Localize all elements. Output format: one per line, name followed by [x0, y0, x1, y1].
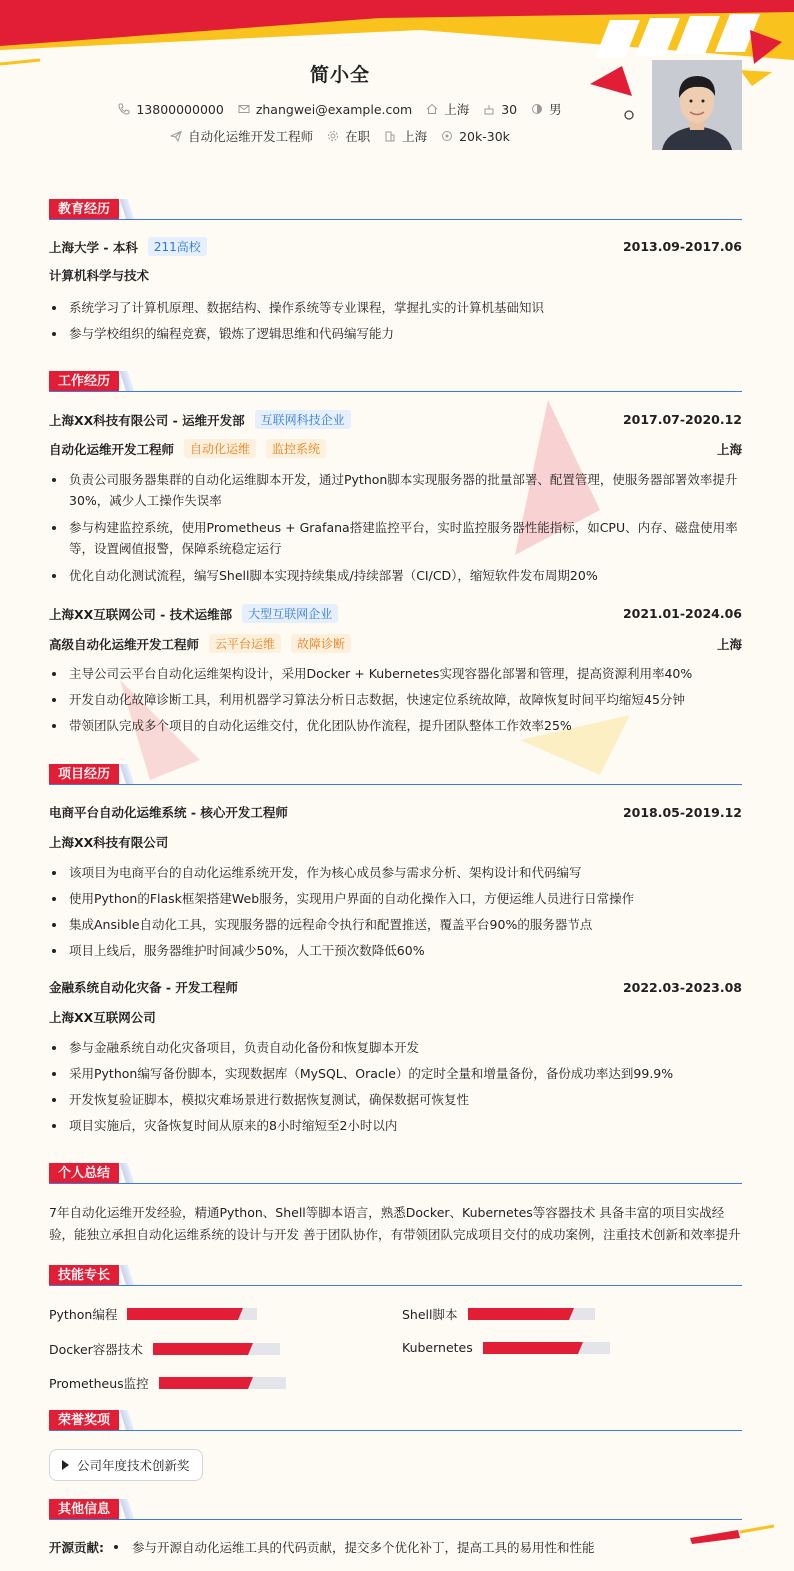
- section-title: 其他信息: [49, 1499, 119, 1520]
- title-tail: [120, 1499, 135, 1520]
- project-org-row: [49, 833, 742, 851]
- work-city-text: 上海: [402, 129, 428, 144]
- section-title: 工作经历: [49, 371, 119, 392]
- job-header: [49, 410, 742, 429]
- phone-info: [118, 102, 223, 117]
- skill-name: Python编程: [49, 1307, 118, 1322]
- building-icon: [384, 130, 396, 142]
- role-title: 高级自动化运维开发工程师: [49, 636, 200, 652]
- role-row: [49, 634, 742, 653]
- phone-text: 13800000000: [136, 101, 224, 117]
- project-org-row: [49, 1008, 742, 1026]
- skill-name: Shell脚本: [402, 1307, 458, 1322]
- mail-icon: [238, 103, 250, 115]
- award-item[interactable]: [49, 1449, 203, 1481]
- list-item: 参与构建监控系统，使用Prometheus + Grafana搭建监控平台，实时监控服务器性能指标，如CPU、内存、磁盘使用率等，设置阈值报警，保障系统稳定运行: [49, 517, 742, 559]
- title-tail: [120, 199, 135, 220]
- section-skills: [49, 1265, 742, 1287]
- list-item: 采用Python编写备份脚本，实现数据库（MySQL、Oracle）的定时全量和增量备份，备份成功率达到99.9%: [49, 1063, 742, 1084]
- project-org: 上海XX互联网公司: [49, 1010, 156, 1025]
- bullet-dot: [114, 1545, 118, 1549]
- company-name: 上海XX互联网公司 - 技术运维部: [49, 606, 233, 622]
- candidate-name: 简小全: [309, 64, 370, 86]
- email-info: [238, 102, 412, 117]
- title-tail: [120, 764, 135, 785]
- work-city-info: [384, 127, 427, 145]
- company-name: 上海XX科技有限公司 - 运维开发部: [49, 412, 245, 428]
- age-text: 30: [501, 101, 518, 117]
- summary-text: 7年自动化运维开发经验，精通Python、Shell等脚本语言，熟悉Docker、Kubernetes等容器技术 具备丰富的项目实战经验，能独立承担自动化运维系统的设计与开发 善于团队协作，有带领团队完成项目交付的成功案例，注重技术创新和效率提升: [49, 1205, 741, 1242]
- role-title: 自动化运维开发工程师: [49, 441, 175, 457]
- age-info: [483, 102, 517, 117]
- skill-bar: [127, 1308, 257, 1320]
- list-item: 开发自动化故障诊断工具，利用机器学习算法分析日志数据，快速定位系统故障，故障恢复时间平均缩短45分钟: [49, 689, 742, 710]
- list-item: 负责公司服务器集群的自动化运维脚本开发，通过Python脚本实现服务器的批量部署、配置管理，使服务器部署效率提升30%，减少人工操作失误率: [49, 469, 742, 511]
- section-projects: [49, 764, 742, 786]
- section-title: 荣誉奖项: [49, 1410, 119, 1431]
- skill-bar: [483, 1342, 610, 1354]
- role-row: [49, 439, 742, 458]
- other-key: 开源贡献:: [49, 1540, 104, 1555]
- other-value: 参与开源自动化运维工具的代码贡献，提交多个优化补丁，提高工具的易用性和性能: [132, 1540, 595, 1555]
- expand-arrow-icon: [62, 1460, 69, 1470]
- skill-bar: [153, 1343, 280, 1355]
- job-date: 2021.01-2024.06: [622, 606, 742, 621]
- phone-icon: [118, 103, 130, 115]
- job-date: 2017.07-2020.12: [622, 412, 742, 427]
- list-item: 优化自动化测试流程，编写Shell脚本实现持续集成/持续部署（CI/CD），缩短软件发布周期20%: [49, 565, 742, 586]
- section-summary: [49, 1163, 742, 1185]
- section-divider: [49, 1519, 742, 1520]
- skill-bar-fill: [159, 1377, 248, 1389]
- major-row: [49, 266, 742, 284]
- list-item: 使用Python的Flask框架搭建Web服务，实现用户界面的自动化操作入口，方便运维人员进行日常操作: [49, 888, 742, 909]
- list-item: 参与学校组织的编程竞赛，锻炼了逻辑思维和代码编写能力: [49, 323, 742, 344]
- section-divider: [49, 1285, 742, 1286]
- cake-icon: [483, 103, 495, 115]
- section-title: 教育经历: [49, 199, 119, 220]
- section-divider: [49, 1430, 742, 1431]
- role-tag: 监控系统: [266, 439, 326, 458]
- award-label: 公司年度技术创新奖: [77, 1458, 190, 1473]
- contact-row: [0, 100, 680, 118]
- section-divider: [49, 219, 742, 220]
- section-title: 技能专长: [49, 1265, 119, 1286]
- skill-item: [402, 1340, 610, 1355]
- skill-bar-fill: [468, 1308, 570, 1320]
- email-text: zhangwei@example.com: [255, 101, 413, 117]
- list-item: 集成Ansible自动化工具，实现服务器的远程命令执行和配置推送，覆盖平台90%的服务器节点: [49, 914, 742, 935]
- section-divider: [49, 1183, 742, 1184]
- gender-icon: [531, 103, 543, 115]
- role-tag: 云平台运维: [209, 634, 281, 653]
- other-info-row: [49, 1538, 595, 1556]
- school-badge: 211高校: [148, 237, 207, 256]
- list-item: 系统学习了计算机原理、数据结构、操作系统等专业课程，掌握扎实的计算机基础知识: [49, 297, 742, 318]
- job-text: 自动化运维开发工程师: [188, 129, 314, 144]
- salary-info: [441, 129, 510, 144]
- list-item: 参与金融系统自动化灾备项目，负责自动化备份和恢复脚本开发: [49, 1037, 742, 1058]
- gender-info: [531, 100, 562, 118]
- skill-name: Prometheus监控: [49, 1376, 149, 1391]
- skill-item: [49, 1374, 286, 1392]
- title-tail: [120, 1410, 135, 1431]
- job-header: [49, 604, 742, 623]
- profile-photo: [652, 60, 742, 150]
- coin-icon: [441, 130, 453, 142]
- list-item: 开发恢复验证脚本，模拟灾难场景进行数据恢复测试，确保数据可恢复性: [49, 1089, 742, 1110]
- list-item: 该项目为电商平台的自动化运维系统开发，作为核心成员参与需求分析、架构设计和代码编写: [49, 862, 742, 883]
- skill-bar-fill: [127, 1308, 238, 1320]
- job-info: [170, 127, 313, 145]
- list-item: 主导公司云平台自动化运维架构设计，采用Docker + Kubernetes实现容器化部署和管理，提高资源利用率40%: [49, 663, 742, 684]
- job-row: [0, 127, 680, 145]
- skill-item: [49, 1340, 280, 1358]
- home-icon: [426, 103, 438, 115]
- project-date: 2018.05-2019.12: [622, 804, 742, 820]
- project-header: [49, 978, 742, 996]
- major: 计算机科学与技术: [49, 268, 150, 283]
- project-org: 上海XX科技有限公司: [49, 835, 169, 850]
- list-item: 项目上线后，服务器维护时间减少50%，人工干预次数降低60%: [49, 940, 742, 961]
- title-tail: [120, 1163, 135, 1184]
- skill-bar-fill: [153, 1343, 248, 1355]
- project-name: 金融系统自动化灾备 - 开发工程师: [49, 980, 238, 995]
- section-divider: [49, 784, 742, 785]
- skill-bar-fill: [483, 1342, 578, 1354]
- section-divider: [49, 391, 742, 392]
- status-text: 在职: [345, 129, 371, 144]
- project-name: 电商平台自动化运维系统 - 核心开发工程师: [49, 805, 288, 820]
- city-text: 上海: [444, 102, 470, 117]
- list-item: 带领团队完成多个项目的自动化运维交付，优化团队协作流程，提升团队整体工作效率25%: [49, 715, 742, 736]
- skill-bar: [468, 1308, 595, 1320]
- status-info: [327, 127, 370, 145]
- city-info: [426, 100, 469, 118]
- section-title: 个人总结: [49, 1163, 119, 1184]
- salary-text: 20k-30k: [459, 128, 510, 144]
- role-tag: 自动化运维: [184, 439, 256, 458]
- company-badge: 大型互联网企业: [242, 604, 338, 623]
- list-item: 项目实施后，灾备恢复时间从原来的8小时缩短至2小时以内: [49, 1115, 742, 1136]
- skill-bar: [159, 1377, 286, 1389]
- education-header: [49, 237, 742, 256]
- section-other: [49, 1499, 742, 1521]
- section-awards: [49, 1410, 742, 1432]
- section-work: [49, 371, 742, 393]
- title-tail: [120, 1265, 135, 1286]
- company-badge: 互联网科技企业: [255, 410, 351, 429]
- skill-name: Docker容器技术: [49, 1342, 143, 1357]
- gender-text: 男: [549, 102, 562, 117]
- role-tag: 故障诊断: [291, 634, 351, 653]
- skill-item: [49, 1305, 257, 1323]
- skill-name: Kubernetes: [402, 1340, 473, 1355]
- job-city: 上海: [716, 441, 742, 457]
- send-icon: [170, 130, 182, 142]
- skill-item: [402, 1305, 595, 1323]
- title-tail: [120, 371, 135, 392]
- project-date: 2022.03-2023.08: [622, 979, 742, 995]
- gear-icon: [327, 130, 339, 142]
- section-title: 项目经历: [49, 764, 119, 785]
- section-education: [49, 199, 742, 221]
- footer-decoration: [680, 1520, 794, 1571]
- job-city: 上海: [716, 636, 742, 652]
- education-date: 2013.09-2017.06: [622, 239, 742, 254]
- school-name: 上海大学 - 本科: [49, 239, 138, 255]
- project-header: [49, 803, 742, 821]
